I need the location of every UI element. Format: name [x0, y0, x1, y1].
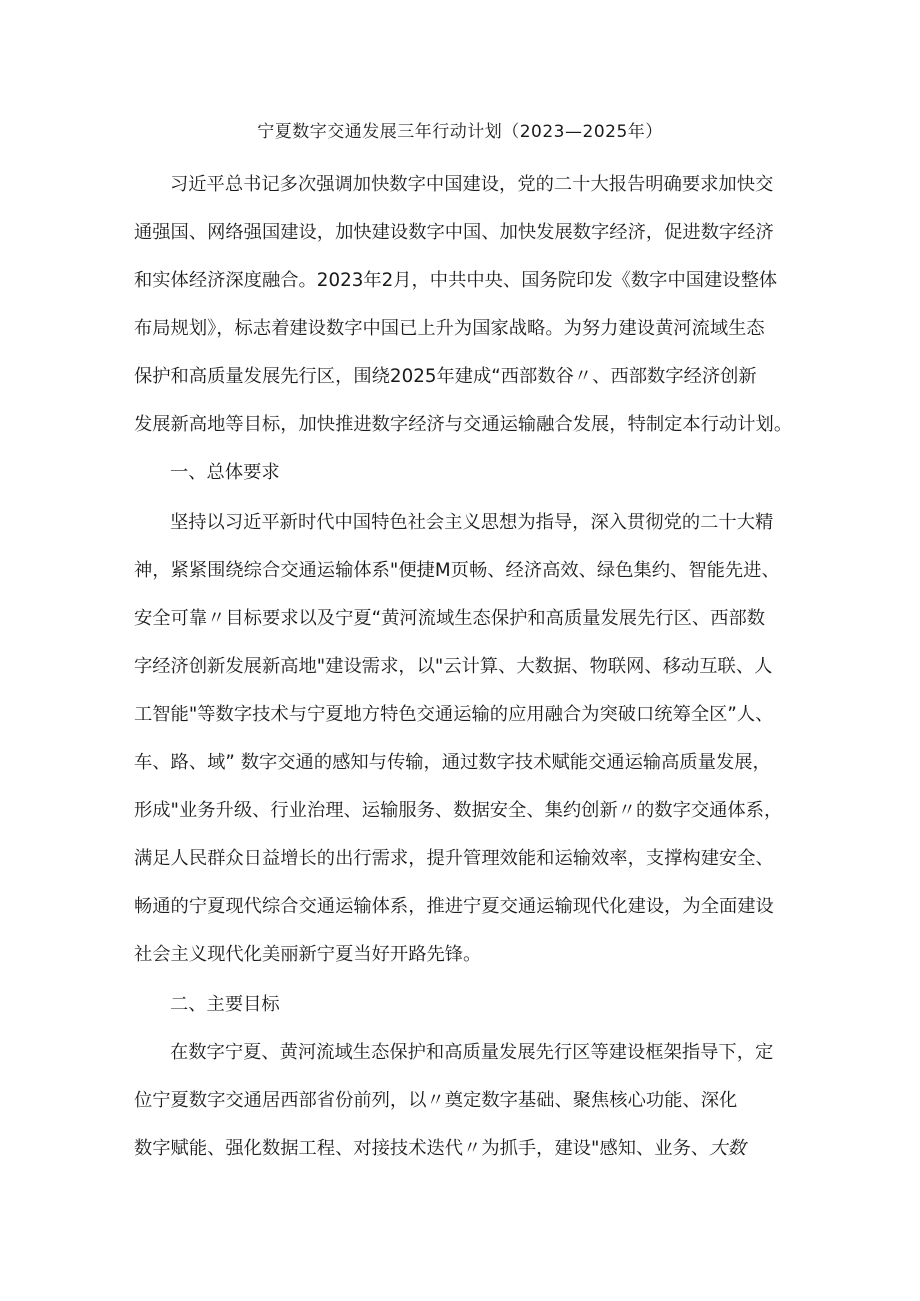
section1-line-1: 坚持以习近平新时代中国特色社会主义思想为指导，深入贯彻党的二十大精: [170, 512, 774, 533]
intro-line-4: 布局规划》，标志着建设数字中国已上升为国家战略。为努力建设黄河流域生态: [134, 318, 765, 339]
section1-line-3: 安全可靠〃目标要求以及宁夏“黄河流域生态保护和高质量发展先行区、西部数: [134, 608, 766, 629]
section1-line-4: 字经济创新发展新高地"建设需求，以"云计算、大数据、物联网、移动互联、人: [134, 656, 773, 677]
intro-line-1: 习近平总书记多次强调加快数字中国建设，党的二十大报告明确要求加快交: [170, 174, 774, 195]
intro-line-3: 和实体经济深度融合。2023年2月，中共中央、国务院印发《数字中国建设整体: [134, 270, 778, 291]
section2-line-2: 位宁夏数字交通居西部省份前列，以〃奠定数字基础、聚焦核心功能、深化: [134, 1090, 738, 1111]
intro-line-6: 发展新高地等目标，加快推进数字经济与交通运输融合发展，特制定本行动计划。: [134, 414, 793, 435]
section1-line-7: 形成"业务升级、行业治理、运输服务、数据安全、集约创新〃的数字交通体系，: [134, 800, 783, 821]
section1-line-2: 神，紧紧围绕综合交通运输体系"便捷M页畅、经济高效、绿色集约、智能先进、: [134, 560, 780, 581]
section1-line-10: 社会主义现代化美丽新宁夏当好开路先锋。: [134, 944, 482, 965]
section1-line-5: 工智能"等数字技术与宁夏地方特色交通运输的应用融合为突破口统筹全区”人、: [134, 704, 774, 725]
section1-line-8: 满足人民群众日益增长的出行需求，提升管理效能和运输效率，支撑构建安全、: [134, 848, 774, 869]
document-title: 宁夏数字交通发展三年行动计划（2023—2025年）: [257, 122, 663, 142]
intro-line-5: 保护和高质量发展先行区，围绕2025年建成“西部数谷〃、西部数字经济创新: [134, 366, 757, 387]
section-heading-2: 二、主要目标: [170, 994, 280, 1015]
section1-line-6: 车、路、域” 数字交通的感知与传输，通过数字技术赋能交通运输高质量发展，: [134, 752, 771, 773]
section2-line-3-tail: 大数: [709, 1138, 746, 1159]
intro-line-2: 通强国、网络强国建设，加快建设数字中国、加快发展数字经济，促进数字经济: [134, 222, 774, 243]
section2-line-3: [134, 1136, 746, 1162]
section1-line-9: 畅通的宁夏现代综合交通运输体系，推进宁夏交通运输现代化建设，为全面建设: [134, 896, 774, 917]
section2-line-1: 在数字宁夏、黄河流域生态保护和高质量发展先行区等建设框架指导下，定: [170, 1042, 774, 1063]
section2-line-3-text: 数字赋能、强化数据工程、对接技术迭代〃为抓手，建设"感知、业务、: [134, 1138, 710, 1159]
section-heading-1: 一、总体要求: [170, 462, 280, 483]
